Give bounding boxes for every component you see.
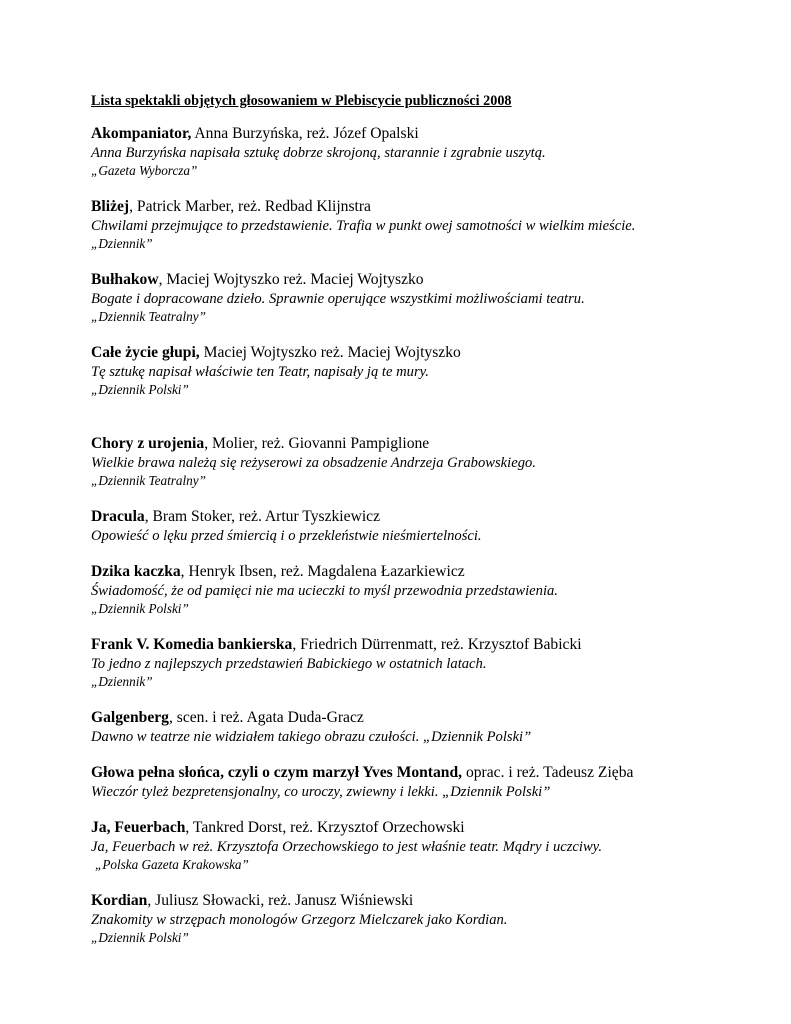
play-entry-frank-v bbox=[91, 634, 731, 691]
document-page bbox=[91, 91, 731, 947]
review-source: „Dziennik Polski” bbox=[91, 930, 189, 945]
play-details: Anna Burzyńska, reż. Józef Opalski bbox=[191, 125, 419, 142]
review-source: „Dziennik Polski” bbox=[91, 382, 189, 397]
review-quote: Wieczór tyleż bezpretensjonalny, co uroczy, zwiewny i lekki. „Dziennik Polski” bbox=[91, 784, 551, 800]
review-source: „Polska Gazeta Krakowska” bbox=[95, 857, 249, 872]
play-details: , Friedrich Dürrenmatt, reż. Krzysztof Babicki bbox=[292, 636, 582, 653]
review-quote: Ja, Feuerbach w reż. Krzysztofa Orzechowskiego to jest właśnie teatr. Mądry i uczciwy. bbox=[91, 839, 602, 855]
play-heading bbox=[91, 634, 731, 655]
play-details: , Tankred Dorst, reż. Krzysztof Orzechowski bbox=[185, 819, 465, 836]
play-details: , Juliusz Słowacki, reż. Janusz Wiśniewski bbox=[147, 892, 414, 909]
play-heading bbox=[91, 196, 731, 217]
play-entry-chory-z-urojenia bbox=[91, 433, 731, 490]
play-title: Bułhakow bbox=[91, 271, 159, 288]
review-quote: Chwilami przejmujące to przedstawienie. Trafia w punkt owej samotności w wielkim mieście. bbox=[91, 218, 636, 234]
play-heading bbox=[91, 817, 731, 838]
review-quote: Dawno w teatrze nie widziałem takiego obrazu czułości. „Dziennik Polski” bbox=[91, 729, 532, 745]
play-heading bbox=[91, 433, 731, 454]
play-title: Całe życie głupi, bbox=[91, 344, 200, 361]
play-details: , Molier, reż. Giovanni Pampiglione bbox=[204, 435, 430, 452]
review-source: „Gazeta Wyborcza” bbox=[91, 163, 198, 178]
play-title: Głowa pełna słońca, czyli o czym marzył Yves Montand, bbox=[91, 764, 463, 781]
play-details: , Bram Stoker, reż. Artur Tyszkiewicz bbox=[144, 508, 381, 525]
play-title: Galgenberg bbox=[91, 709, 169, 726]
play-entry-dzika-kaczka bbox=[91, 561, 731, 618]
review-quote: Opowieść o lęku przed śmiercią i o przekleństwie nieśmiertelności. bbox=[91, 528, 482, 544]
play-entry-kordian bbox=[91, 890, 731, 947]
review-source: „Dziennik” bbox=[91, 236, 153, 251]
play-entry-galgenberg bbox=[91, 707, 731, 746]
review-source: „Dziennik Teatralny” bbox=[91, 473, 206, 488]
play-details: , Maciej Wojtyszko reż. Maciej Wojtyszko bbox=[158, 271, 424, 288]
play-heading bbox=[91, 561, 731, 582]
play-entry-cale-zycie-glupi bbox=[91, 342, 731, 399]
play-title: Dracula bbox=[91, 508, 145, 525]
play-heading bbox=[91, 707, 731, 728]
play-entry-dracula bbox=[91, 506, 731, 545]
review-source: „Dziennik Polski” bbox=[91, 601, 189, 616]
review-source: „Dziennik Teatralny” bbox=[91, 309, 206, 324]
document-title: Lista spektakli objętych głosowaniem w Plebiscycie publiczności 2008 bbox=[91, 93, 512, 109]
review-quote: Anna Burzyńska napisała sztukę dobrze skrojoną, starannie i zgrabnie uszytą. bbox=[91, 145, 546, 161]
play-entry-glowa-pelna-slonca bbox=[91, 762, 731, 801]
play-heading bbox=[91, 890, 731, 911]
play-heading bbox=[91, 762, 731, 783]
play-heading bbox=[91, 342, 731, 363]
play-title: Ja, Feuerbach bbox=[91, 819, 186, 836]
play-details: , Patrick Marber, reż. Redbad Klijnstra bbox=[129, 198, 371, 215]
play-title: Frank V. Komedia bankierska bbox=[91, 636, 293, 653]
play-entry-blizej bbox=[91, 196, 731, 253]
play-heading bbox=[91, 269, 731, 290]
play-entry-bulhakow bbox=[91, 269, 731, 326]
play-title: Kordian bbox=[91, 892, 148, 909]
review-quote: To jedno z najlepszych przedstawień Babickiego w ostatnich latach. bbox=[91, 656, 487, 672]
review-quote: Wielkie brawa należą się reżyserowi za obsadzenie Andrzeja Grabowskiego. bbox=[91, 455, 536, 471]
play-entry-ja-feuerbach bbox=[91, 817, 731, 874]
review-quote: Świadomość, że od pamięci nie ma ucieczki to myśl przewodnia przedstawienia. bbox=[91, 583, 558, 599]
play-details: Maciej Wojtyszko reż. Maciej Wojtyszko bbox=[199, 344, 461, 361]
play-title: Akompaniator, bbox=[91, 125, 192, 142]
play-title: Bliżej bbox=[91, 198, 130, 215]
play-title: Dzika kaczka bbox=[91, 563, 181, 580]
play-heading bbox=[91, 123, 731, 144]
review-quote: Bogate i dopracowane dzieło. Sprawnie operujące wszystkimi możliwościami teatru. bbox=[91, 291, 585, 307]
review-quote: Tę sztukę napisał właściwie ten Teatr, napisały ją te mury. bbox=[91, 364, 429, 380]
play-details: oprac. i reż. Tadeusz Zięba bbox=[462, 764, 634, 781]
play-details: , Henryk Ibsen, reż. Magdalena Łazarkiewicz bbox=[180, 563, 465, 580]
review-quote: Znakomity w strzępach monologów Grzegorz Mielczarek jako Kordian. bbox=[91, 912, 508, 928]
review-source: „Dziennik” bbox=[91, 674, 153, 689]
play-details: , scen. i reż. Agata Duda-Gracz bbox=[168, 709, 364, 726]
play-entry-akompaniator bbox=[91, 123, 731, 180]
play-heading bbox=[91, 506, 731, 527]
play-title: Chory z urojenia bbox=[91, 435, 205, 452]
